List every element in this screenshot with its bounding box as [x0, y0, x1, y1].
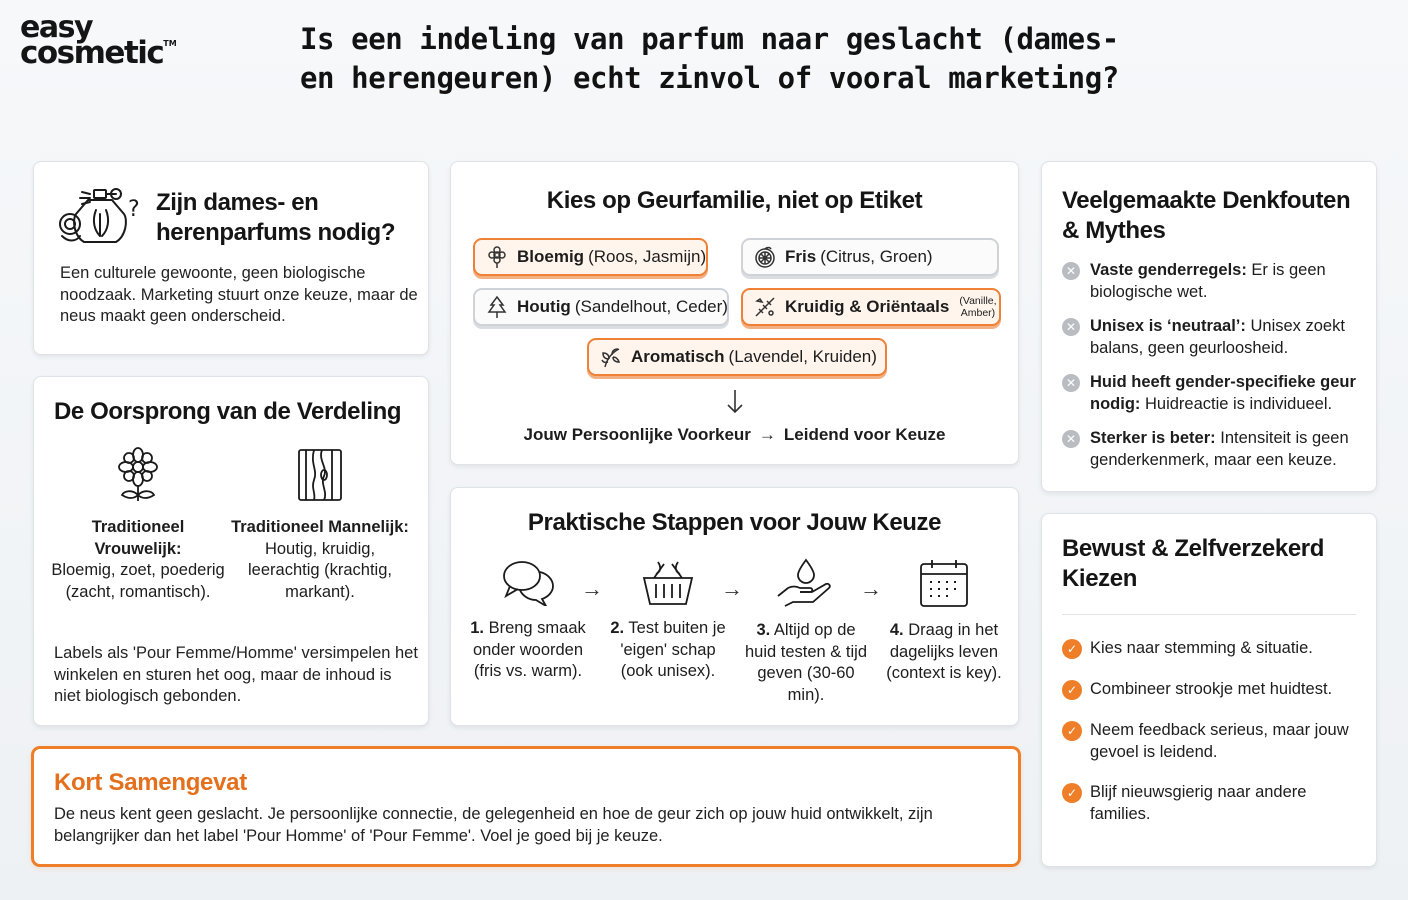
card-body: Een culturele gewoonte, geen biologische noodzaak. Marketing stuurt onze keuze, maar de neus maakt geen onderscheid.: [60, 264, 418, 325]
myth-bold: Unisex is ‘neutraal’:: [1090, 317, 1246, 335]
origin-female: [48, 447, 228, 603]
step-num: 3.: [756, 621, 771, 639]
chip-detail: (Lavendel, Kruiden): [728, 347, 877, 366]
card-title: Veelgemaakte Denkfouten & Mythes: [1062, 187, 1351, 244]
tip-item: [1062, 638, 1367, 660]
step-1: [463, 558, 593, 683]
arrow-right-icon: →: [758, 425, 776, 444]
speech-bubbles-icon: [500, 558, 556, 606]
chip-name: Bloemig: [517, 247, 585, 266]
pref-left: Jouw Persoonlijke Voorkeur: [523, 425, 751, 444]
step-4: [879, 558, 1009, 685]
step-num: 4.: [889, 621, 904, 639]
card-geurfamilie: [450, 161, 1019, 465]
tip-item: [1062, 720, 1367, 763]
logo-trademark: TM: [163, 38, 177, 48]
card-bewust-kiezen: [1041, 513, 1377, 867]
page-title: Is een indeling van parfum naar geslacht (dames- en herengeuren) echt zinvol of vooral marketing?: [300, 22, 1119, 95]
pref-right: Leidend voor Keuze: [783, 425, 946, 444]
x-circle-icon: ✕: [1062, 430, 1080, 448]
myth-bold: Vaste genderregels:: [1090, 261, 1247, 279]
logo-line-1: easy: [20, 10, 93, 45]
flower-icon: [485, 245, 509, 269]
check-circle-icon: ✓: [1062, 721, 1082, 741]
chip-kruidig[interactable]: [741, 288, 1001, 326]
summary-title: Kort Samengevat: [54, 769, 247, 796]
tip-text: Combineer strookje met huidtest.: [1090, 680, 1333, 698]
chip-detail: (Vanille, Amber): [959, 295, 997, 319]
citrus-icon: [753, 245, 777, 269]
myth-text: Huidreactie is individueel.: [1145, 394, 1333, 413]
calendar-icon: [918, 558, 970, 608]
spice-icon: [753, 295, 777, 319]
myth-item: [1062, 316, 1367, 359]
arrow-down-icon: [724, 388, 746, 416]
perfume-bottle-question-icon: [58, 180, 148, 250]
card-title: Zijn dames- en herenparfums nodig?: [156, 189, 396, 246]
x-circle-icon: ✕: [1062, 318, 1080, 336]
origin-female-desc: Bloemig, zoet, poederig (zacht, romantisch).: [51, 561, 225, 601]
x-circle-icon: ✕: [1062, 374, 1080, 392]
chip-detail: (Sandelhout, Ceder): [574, 297, 728, 316]
step-num: 1.: [470, 619, 484, 637]
card-title: Kies op Geurfamilie, niet op Etiket: [546, 187, 923, 214]
step-text: Breng smaak onder woorden (fris vs. warm).: [472, 619, 586, 680]
card-title: De Oorsprong van de Verdeling: [54, 398, 402, 425]
myth-text: Unisex zoekt balans, geen geurloosheid.: [1090, 317, 1345, 357]
myth-item: [1062, 260, 1367, 303]
card-mythes: [1041, 161, 1377, 492]
preference-line: [451, 425, 1018, 445]
chip-houtig[interactable]: [473, 288, 729, 326]
card-stappen: [450, 487, 1019, 726]
basket-icon: [640, 558, 696, 606]
card-title: Praktische Stappen voor Jouw Keuze: [527, 509, 942, 536]
hand-drop-icon: [776, 558, 836, 608]
check-circle-icon: ✓: [1062, 680, 1082, 700]
chip-name: Aromatisch: [631, 347, 725, 366]
check-circle-icon: ✓: [1062, 639, 1082, 659]
tip-text: Kies naar stemming & situatie.: [1090, 639, 1313, 657]
tree-icon: [485, 295, 509, 319]
flower-icon: [116, 447, 160, 503]
chip-name: Fris: [785, 247, 817, 266]
summary-body: De neus kent geen geslacht. Je persoonlijke connectie, de gelegenheid en hoe de geur zich op jouw huid ontwikkelt, zijn belangrijker dan het label 'Pour Homme' of 'Pour Femme'. Voel je goed bij je keuze.: [54, 805, 933, 845]
chip-name: Houtig: [517, 297, 571, 316]
chip-detail: (Roos, Jasmijn): [588, 247, 707, 266]
origin-male: [230, 447, 410, 603]
svg-text:?: ?: [128, 197, 140, 222]
step-num: 2.: [610, 619, 625, 637]
chip-name: Kruidig & Oriëntaals: [785, 297, 950, 316]
myth-item: [1062, 372, 1367, 415]
step-3: [741, 558, 871, 706]
chip-fris[interactable]: [741, 238, 999, 276]
arrow-right-icon: →: [581, 576, 603, 601]
x-circle-icon: ✕: [1062, 262, 1080, 280]
logo-line-2: cosmetic: [20, 34, 164, 71]
summary-box: [31, 746, 1021, 867]
origin-male-desc: Houtig, kruidig, leerachtig (krachtig, markant).: [248, 539, 392, 601]
herb-icon: [599, 345, 623, 369]
tip-item: [1062, 679, 1367, 701]
arrow-right-icon: →: [721, 576, 743, 601]
step-text: Draag in het dagelijks leven (context is key).: [886, 621, 1002, 682]
origin-female-label: Traditioneel Vrouwelijk:: [91, 518, 185, 558]
brand-logo: [20, 10, 177, 71]
wood-grain-icon: [296, 447, 344, 503]
chip-detail: (Citrus, Groen): [820, 247, 933, 266]
tip-text: Blijf nieuwsgierig naar andere families.: [1090, 783, 1307, 823]
card-oorsprong: [33, 376, 429, 726]
chip-aromatisch[interactable]: [587, 338, 887, 376]
card-parfums-nodig: [33, 161, 429, 355]
origin-male-label: Traditioneel Mannelijk:: [231, 518, 409, 536]
tip-text: Neem feedback serieus, maar jouw gevoel is leidend.: [1090, 721, 1349, 761]
divider: [1062, 614, 1356, 615]
myth-bold: Sterker is beter:: [1090, 429, 1216, 447]
step-text: Test buiten je 'eigen' schap (ook unisex).: [620, 619, 726, 680]
card-footer: Labels als 'Pour Femme/Homme' versimpelen het winkelen en sturen het oog, maar de inhoud is niet biologisch gebonden.: [54, 644, 418, 705]
chip-bloemig[interactable]: [473, 238, 708, 276]
myth-text: Er is geen biologische wet.: [1090, 261, 1326, 301]
myth-item: [1062, 428, 1367, 471]
tip-item: [1062, 782, 1367, 825]
step-2: [603, 558, 733, 683]
card-title: Bewust & Zelfverzekerd Kiezen: [1062, 535, 1324, 592]
myth-text: Intensiteit is geen genderkenmerk, maar een keuze.: [1090, 429, 1349, 469]
myth-bold: Huid heeft gender-specifieke geur nodig:: [1090, 373, 1356, 413]
step-text: Altijd op de huid testen & tijd geven (30-60 min).: [745, 621, 867, 704]
check-circle-icon: ✓: [1062, 783, 1082, 803]
arrow-right-icon: →: [860, 576, 882, 601]
